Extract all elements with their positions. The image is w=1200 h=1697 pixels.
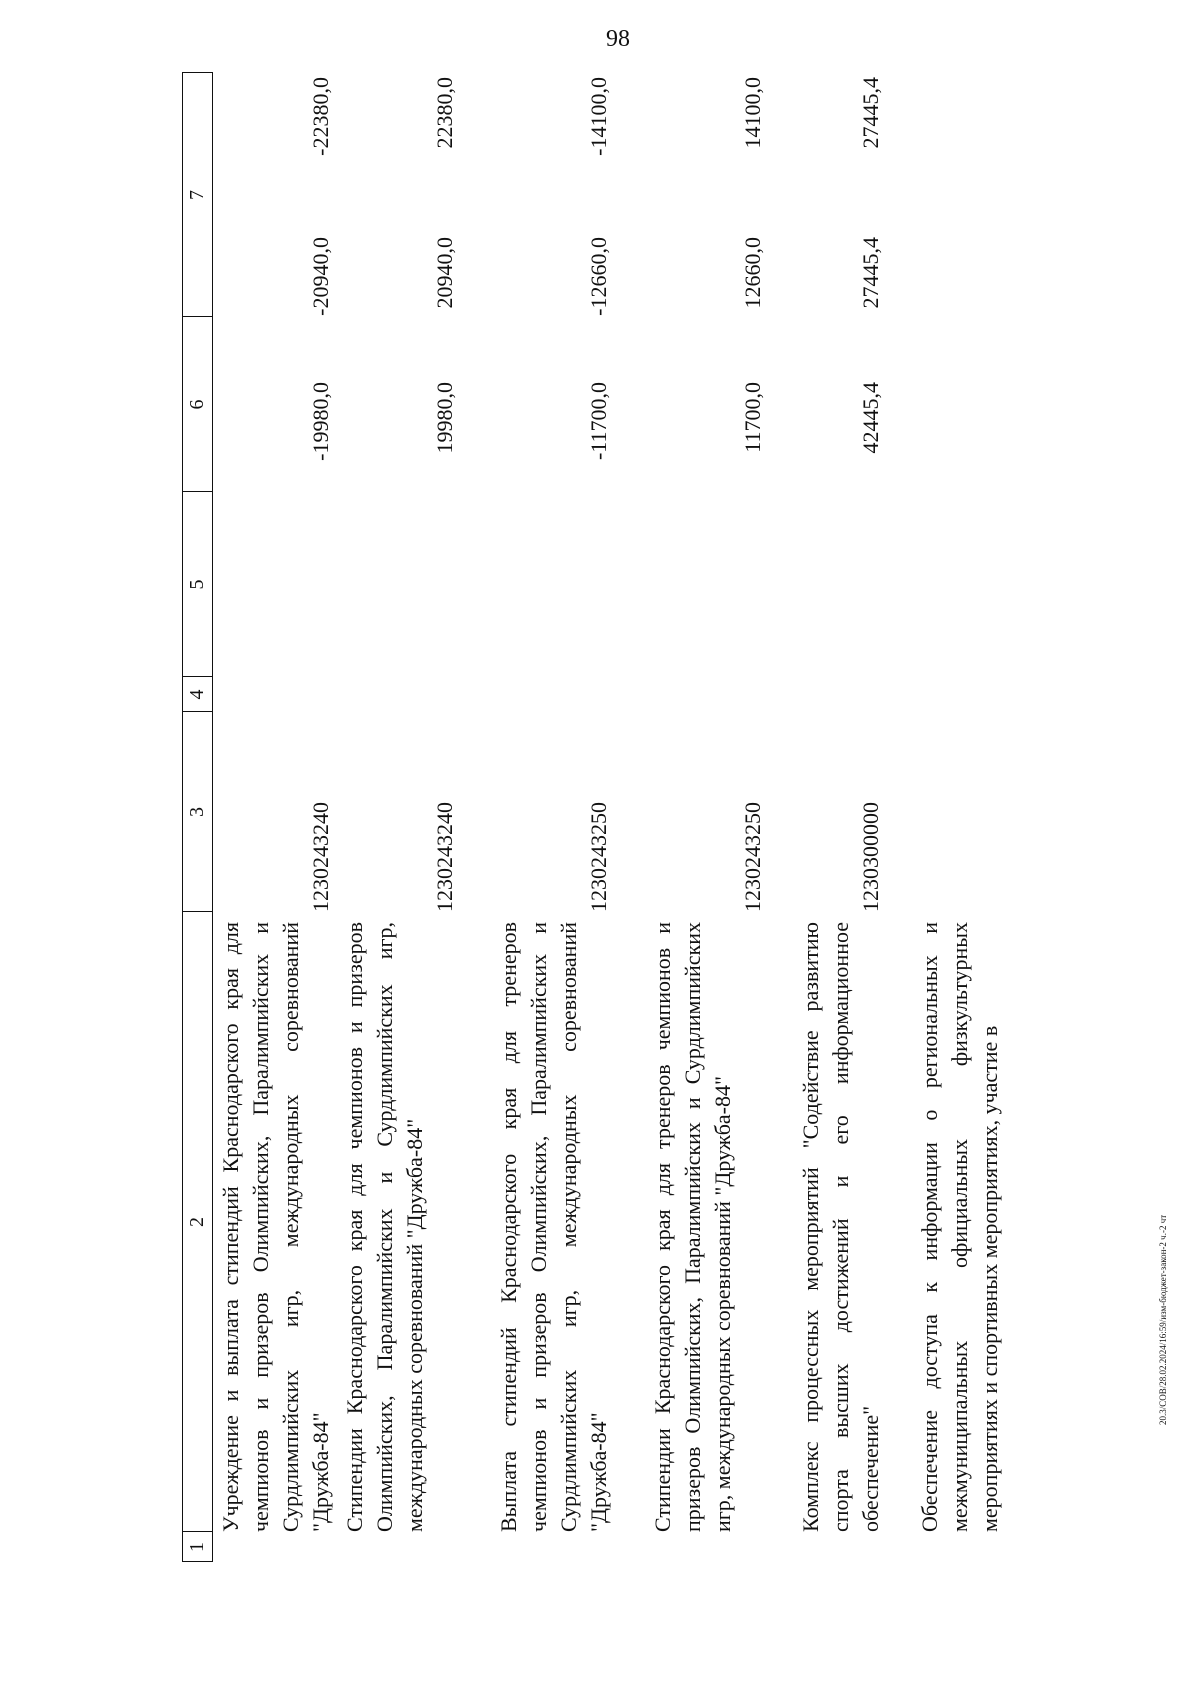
row-value-col5: -19980,0 (308, 382, 333, 461)
row-description: Учреждение и выплата стипендий Краснодарского края для чемпионов и призеров Олимпийских, Паралимпийских и Сурдлимпийских игр, международных соревнований "Дружба-84" (218, 922, 333, 1532)
row-description: Обеспечение доступа к информации о региональных и межмуниципальных официальных физкультурных мероприятиях и спортивных мероприятиях, участие в (917, 922, 1002, 1532)
row-value-col6: -12660,0 (586, 237, 611, 316)
budget-table (182, 72, 1098, 1562)
row-description: Стипендии Краснодарского края для чемпионов и призеров Олимпийских, Паралимпийских и Сурдлимпийских игр, международных соревнований "Дружба-84" (342, 922, 427, 1532)
table-header-row (182, 72, 212, 1562)
row-code: 1230300000 (858, 802, 883, 912)
row-value-col6: 12660,0 (740, 237, 765, 309)
header-col-6: 6 (186, 399, 208, 410)
header-col-3: 3 (186, 807, 208, 817)
row-value-col7: 22380,0 (432, 77, 457, 149)
row-value-col7: 14100,0 (740, 77, 765, 149)
header-col-5: 5 (186, 579, 208, 590)
row-value-col5: 11700,0 (740, 382, 765, 453)
row-value-col7: -14100,0 (586, 77, 611, 156)
header-col-7: 7 (186, 190, 208, 200)
document-code: 20.3/СОВ/28.02.2024/16:59/изм-бюджет-закон-2 ч.-2 чт (1158, 1214, 1168, 1425)
row-value-col7: 27445,4 (858, 77, 883, 149)
row-code: 1230243240 (308, 802, 333, 912)
row-description: Стипендии Краснодарского края для тренеров чемпионов и призеров Олимпийских, Паралимпийских и Сурдлимпийских игр, международных соревнований "Дружба-84" (650, 922, 735, 1532)
row-value-col5: -11700,0 (586, 382, 611, 461)
page-number: 98 (606, 26, 630, 52)
row-code: 1230243250 (586, 802, 611, 912)
header-col-4: 4 (186, 689, 208, 700)
row-value-col6: -20940,0 (308, 237, 333, 316)
row-value-col6: 27445,4 (858, 237, 883, 309)
row-description: Комплекс процессных мероприятий "Содействие развитию спорта высших достижений и его информационное обеспечение" (798, 922, 883, 1532)
header-col-1: 1 (186, 1542, 208, 1552)
row-value-col5: 42445,4 (858, 382, 883, 454)
row-description: Выплата стипендий Краснодарского края для тренеров чемпионов и призеров Олимпийских, Паралимпийских и Сурдлимпийских игр, международных соревнований "Дружба-84" (496, 922, 611, 1532)
row-value-col7: -22380,0 (308, 77, 333, 156)
row-code: 1230243250 (740, 802, 765, 912)
row-code: 1230243240 (432, 802, 457, 912)
row-value-col6: 20940,0 (432, 237, 457, 309)
header-col-2: 2 (186, 1217, 208, 1227)
row-value-col5: 19980,0 (432, 382, 457, 454)
